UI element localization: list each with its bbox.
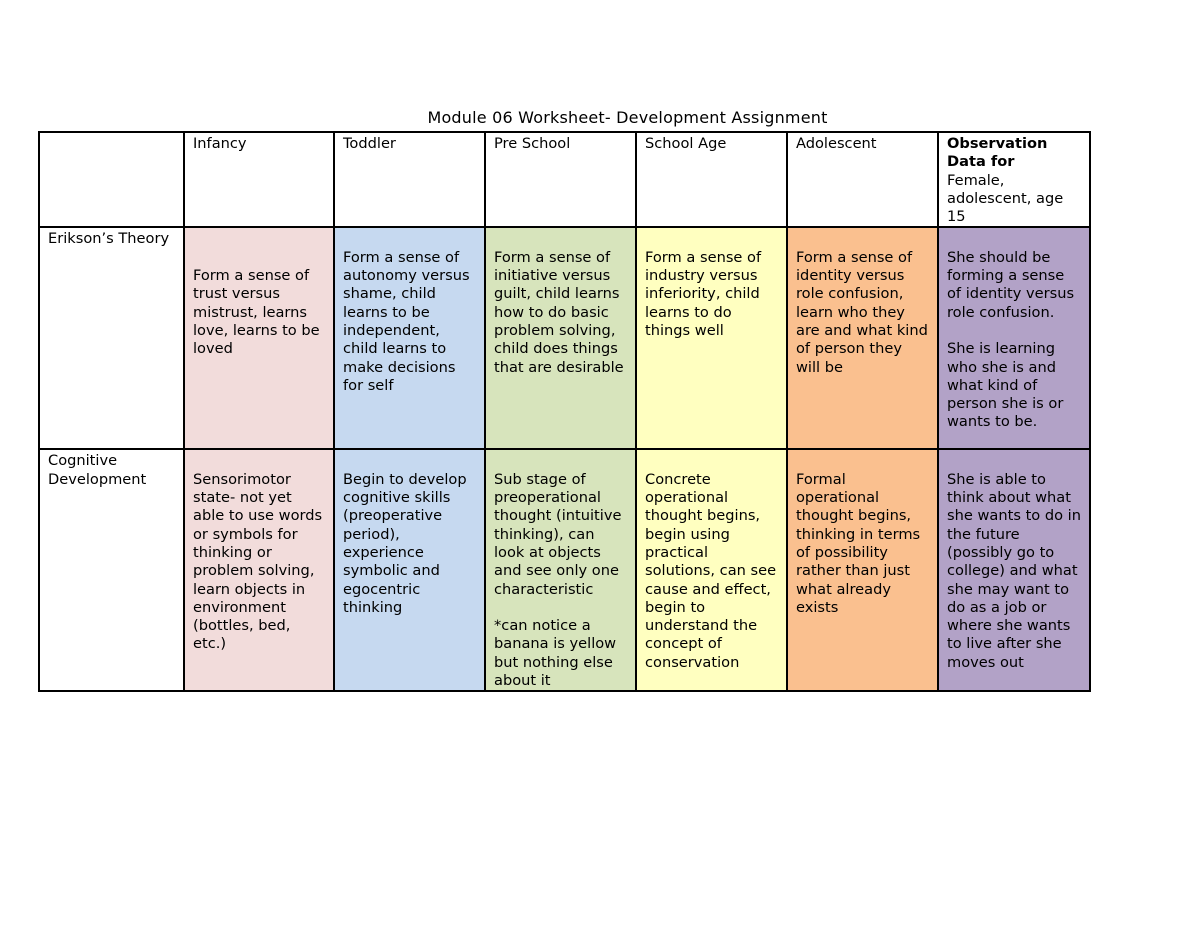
header-preschool: Pre School (485, 132, 636, 227)
page-title: Module 06 Worksheet- Development Assignment (427, 108, 828, 127)
cognitive-infancy-cell: Sensorimotor state- not yet able to use words or symbols for thinking or problem solving, learn objects in environment (bottles, bed, etc.) (184, 449, 334, 691)
erikson-row (39, 227, 1090, 449)
header-observation (938, 132, 1090, 227)
erikson-adolescent-cell: Form a sense of identity versus role confusion, learn who they are and what kind of person they will be (787, 227, 938, 449)
erikson-row-label: Erikson’s Theory (39, 227, 184, 449)
header-observation-title: Observation Data for (947, 135, 1048, 171)
erikson-school-age-cell: Form a sense of industry versus inferiority, child learns to do things well (636, 227, 787, 449)
cognitive-row (39, 449, 1090, 691)
header-row (39, 132, 1090, 227)
cognitive-observation-cell: She is able to think about what she wants to do in the future (possibly go to college) and what she may want to do as a job or where she wants to live after she moves out (938, 449, 1090, 691)
header-toddler: Toddler (334, 132, 485, 227)
erikson-preschool-cell: Form a sense of initiative versus guilt, child learns how to do basic problem solving, child does things that are desirable (485, 227, 636, 449)
erikson-infancy-cell: Form a sense of trust versus mistrust, learns love, learns to be loved (184, 227, 334, 449)
header-adolescent: Adolescent (787, 132, 938, 227)
development-table (38, 131, 1091, 692)
cognitive-preschool-cell: Sub stage of preoperational thought (intuitive thinking), can look at objects and see only one characteristic *can notice a banana is yellow but nothing else about it (485, 449, 636, 691)
header-observation-detail: Female, adolescent, age 15 (947, 171, 1064, 226)
header-school-age: School Age (636, 132, 787, 227)
cognitive-toddler-cell: Begin to develop cognitive skills (preoperative period), experience symbolic and egocentric thinking (334, 449, 485, 691)
cognitive-row-label: Cognitive Development (39, 449, 184, 691)
header-infancy: Infancy (184, 132, 334, 227)
cognitive-school-age-cell: Concrete operational thought begins, begin using practical solutions, can see cause and effect, begin to understand the concept of conservation (636, 449, 787, 691)
header-blank-cell (39, 132, 184, 227)
erikson-observation-cell: She should be forming a sense of identity versus role confusion. She is learning who she is and what kind of person she is or wants to be. (938, 227, 1090, 449)
erikson-toddler-cell: Form a sense of autonomy versus shame, child learns to be independent, child learns to make decisions for self (334, 227, 485, 449)
cognitive-adolescent-cell: Formal operational thought begins, thinking in terms of possibility rather than just what already exists (787, 449, 938, 691)
